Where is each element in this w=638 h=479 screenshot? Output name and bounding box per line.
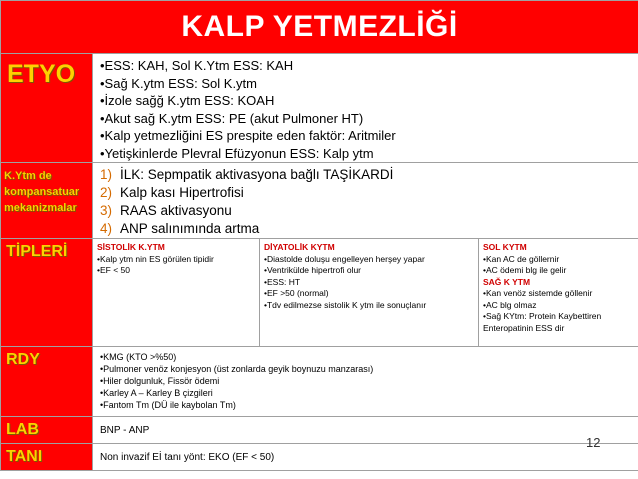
kompansatuar-item [100,220,638,238]
item-text: RAAS aktivasyonu [120,203,232,218]
item-number: 2) [100,185,113,200]
item-text: İLK: Sepmpatik aktivasyona bağlı TAŞİKARDİ [120,167,394,182]
etyo-item: •Yetişkinlerde Plevral Efüzyonun ESS: Kalp ytm [100,145,374,161]
label-lab-cell [1,417,93,444]
tani-content [93,444,638,471]
tipleri-diyatolik [260,239,479,347]
label-rdy: RDY [6,351,40,368]
rdy-item: •Fantom Tm (DÜ ile kaybolan Tm) [100,400,236,410]
etyo-item: •Akut sağ K.ytm ESS: PE (akut Pulmoner HT) [100,110,364,126]
label-rdy-cell [1,347,93,417]
page-title: KALP YETMEZLİĞİ [181,10,458,43]
kompansatuar-content [93,163,638,239]
sag-item: •AC blg olmaz [483,299,537,310]
tipleri-sistolik [93,239,260,347]
row-kompansatuar [1,163,638,239]
etyo-item: •ESS: KAH, Sol K.Ytm ESS: KAH [100,58,294,73]
diyatolik-item: •Diastolde doluşu engelleyen herşey yapar [264,253,425,264]
row-tani [1,444,638,471]
diyatolik-item: •EF >50 (normal) [264,288,329,298]
label-tipleri: TİPLERİ [6,243,68,260]
label-etyo: ETYO [7,60,76,88]
sag-heading: SAĞ K YTM [483,276,531,287]
diyatolik-item: •Tdv edilmezse sistolik K ytm ile sonuçlanır [264,299,427,310]
row-rdy [1,347,638,417]
sag-item: •Kan venöz sistemde göllenir [483,288,593,298]
label-kompansatuar-line: K.Ytm de [4,170,52,182]
etyo-item: •Kalp yetmezliğini ES prespite eden faktör: Aritmiler [100,128,396,143]
lab-text: BNP - ANP [100,424,150,436]
label-lab: LAB [6,421,39,438]
rdy-item: •Hiler dolgunluk, Fissör ödemi [100,376,220,386]
label-kompansatuar-line: mekanizmalar [4,202,77,214]
label-tani-cell [1,444,93,471]
diyatolik-item: •ESS: HT [264,276,301,287]
etyo-content [93,54,638,163]
diyatolik-heading: DİYATOLİK KYTM [264,242,335,252]
label-tani: TANI [6,448,43,465]
page-number: 12 [586,435,601,450]
tani-text: Non invazif Eİ tanı yönt: EKO (EF < 50) [100,451,275,463]
sol-item: •Kan AC de göllernir [483,253,560,264]
sistolik-item: •Kalp ytm nin ES görülen tipidir [97,253,214,264]
sag-item: Enteropatinin ESS dir [483,322,565,333]
label-etyo-cell [1,54,93,163]
diyatolik-item: •Ventrikülde hipertrofi olur [264,265,361,275]
rdy-item: •KMG (KTO >%50) [100,352,177,362]
row-tipleri [1,239,638,347]
item-text: Kalp kası Hipertrofisi [120,185,244,200]
lab-content [93,417,638,444]
row-etyo [1,54,638,163]
etyo-item: •İzole sağğ K.ytm ESS: KOAH [100,93,275,108]
label-kompansatuar-cell [1,163,93,239]
item-number: 3) [100,203,113,218]
rdy-item: •Karley A – Karley B çizgileri [100,388,213,398]
title-cell [1,1,638,54]
kompansatuar-item [100,166,638,184]
etyo-item: •Sağ K.ytm ESS: Sol K.ytm [100,75,257,91]
title-row [1,1,638,54]
item-text: ANP salınımında artma [120,221,260,236]
kompansatuar-item [100,184,638,202]
label-kompansatuar-line: kompansatuar [4,186,80,198]
tipleri-sol-sag [479,239,638,347]
row-lab [1,417,638,444]
sistolik-heading: SİSTOLİK K.YTM [97,242,165,252]
rdy-content [93,347,638,417]
sol-item: •AC ödemi blg ile gelir [483,265,567,275]
item-number: 4) [100,221,113,236]
kompansatuar-item [100,202,638,220]
item-number: 1) [100,167,113,182]
sol-heading: SOL KYTM [483,242,527,252]
sistolik-item: •EF < 50 [97,265,130,275]
label-tipleri-cell [1,239,93,347]
rdy-item: •Pulmoner venöz konjesyon (üst zonlarda geyik boynuzu manzarası) [100,364,374,374]
sag-item: •Sağ KYtm: Protein Kaybettiren [483,311,602,321]
